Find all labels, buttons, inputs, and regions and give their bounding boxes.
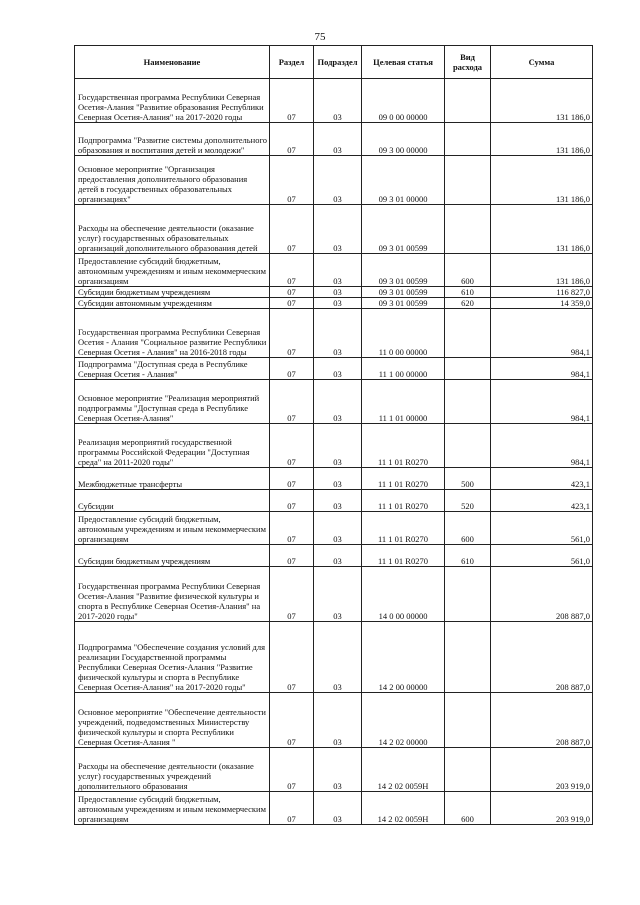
- row-section-cell: 07: [270, 287, 314, 298]
- table-row: [75, 298, 593, 309]
- row-target-cell: 09 0 00 00000: [362, 79, 445, 123]
- row-expense-type-cell: 600: [445, 254, 491, 287]
- table-row: [75, 468, 593, 490]
- row-name-cell: Реализация мероприятий государственной программы Российской Федерации "Доступная среда" на 2011-2020 годы": [75, 424, 270, 468]
- row-subsection-cell: 03: [314, 792, 362, 825]
- row-expense-type-cell: 600: [445, 512, 491, 545]
- row-amount-cell: 131 186,0: [491, 79, 593, 123]
- row-amount-cell: 203 919,0: [491, 792, 593, 825]
- row-target-cell: 11 1 01 R0270: [362, 424, 445, 468]
- row-target-cell: 11 1 01 R0270: [362, 468, 445, 490]
- row-subsection-cell: 03: [314, 156, 362, 205]
- row-section-cell: 07: [270, 545, 314, 567]
- row-section-cell: 07: [270, 693, 314, 748]
- row-amount-cell: 116 827,0: [491, 287, 593, 298]
- row-target-cell: 14 2 02 0059Н: [362, 792, 445, 825]
- row-section-cell: 07: [270, 298, 314, 309]
- header-subsection: Подраздел: [314, 46, 362, 79]
- table-row: [75, 358, 593, 380]
- row-name-cell: Расходы на обеспечение деятельности (оказание услуг) государственных образовательных организаций дополнительного образования детей: [75, 205, 270, 254]
- row-name-cell: Субсидии автономным учреждениям: [75, 298, 270, 309]
- row-section-cell: 07: [270, 79, 314, 123]
- row-section-cell: 07: [270, 205, 314, 254]
- row-expense-type-cell: [445, 309, 491, 358]
- table-header-row: [75, 46, 593, 79]
- row-section-cell: 07: [270, 468, 314, 490]
- row-target-cell: 14 2 02 0059Н: [362, 748, 445, 792]
- row-expense-type-cell: [445, 693, 491, 748]
- header-name: Наименование: [75, 46, 270, 79]
- row-subsection-cell: 03: [314, 512, 362, 545]
- row-amount-cell: 131 186,0: [491, 254, 593, 287]
- row-target-cell: 11 1 01 R0270: [362, 512, 445, 545]
- table-row: [75, 79, 593, 123]
- row-section-cell: 07: [270, 254, 314, 287]
- row-subsection-cell: 03: [314, 545, 362, 567]
- table-row: [75, 567, 593, 622]
- row-amount-cell: 984,1: [491, 380, 593, 424]
- row-subsection-cell: 03: [314, 424, 362, 468]
- row-amount-cell: 131 186,0: [491, 156, 593, 205]
- row-name-cell: Подпрограмма "Обеспечение создания условий для реализации Государственной программы Республики Северная Осетия-Алания "Развитие физической культуры и спорта в Республике Северная Осетия-Алания" на 2017-2020 годы": [75, 622, 270, 693]
- row-target-cell: 11 1 00 00000: [362, 358, 445, 380]
- row-name-cell: Расходы на обеспечение деятельности (оказание услуг) государственных учреждений дополнительного образования: [75, 748, 270, 792]
- row-name-cell: Основное мероприятие "Обеспечение деятельности учреждений, подведомственных Министерству физической культуры и спорта Республики Северная Осетия-Алания ": [75, 693, 270, 748]
- table-row: [75, 380, 593, 424]
- row-subsection-cell: 03: [314, 380, 362, 424]
- row-expense-type-cell: [445, 567, 491, 622]
- table-row: [75, 792, 593, 825]
- row-subsection-cell: 03: [314, 298, 362, 309]
- row-subsection-cell: 03: [314, 468, 362, 490]
- row-name-cell: Государственная программа Республики Северная Осетия - Алания "Социальное развитие Республики Северная Осетия - Алания" на 2016-2018 годы: [75, 309, 270, 358]
- row-target-cell: 11 1 01 R0270: [362, 490, 445, 512]
- row-expense-type-cell: [445, 424, 491, 468]
- row-expense-type-cell: 520: [445, 490, 491, 512]
- row-target-cell: 11 0 00 00000: [362, 309, 445, 358]
- row-subsection-cell: 03: [314, 79, 362, 123]
- row-expense-type-cell: [445, 358, 491, 380]
- row-name-cell: Межбюджетные трансферты: [75, 468, 270, 490]
- row-name-cell: Предоставление субсидий бюджетным, автономным учреждениям и иным некоммерческим организациям: [75, 512, 270, 545]
- row-subsection-cell: 03: [314, 358, 362, 380]
- row-name-cell: Предоставление субсидий бюджетным, автономным учреждениям и иным некоммерческим организациям: [75, 792, 270, 825]
- header-target: Целевая статья: [362, 46, 445, 79]
- table-row: [75, 693, 593, 748]
- header-section: Раздел: [270, 46, 314, 79]
- row-name-cell: Государственная программа Республики Северная Осетия-Алания "Развитие физической культуры и спорта в Республике Северная Осетия-Алания" на 2017-2020 годы": [75, 567, 270, 622]
- row-target-cell: 14 0 00 00000: [362, 567, 445, 622]
- row-section-cell: 07: [270, 309, 314, 358]
- row-name-cell: Субсидии бюджетным учреждениям: [75, 545, 270, 567]
- table-row: [75, 309, 593, 358]
- row-amount-cell: 423,1: [491, 468, 593, 490]
- row-expense-type-cell: 610: [445, 545, 491, 567]
- table-row: [75, 254, 593, 287]
- row-target-cell: 14 2 02 00000: [362, 693, 445, 748]
- row-subsection-cell: 03: [314, 490, 362, 512]
- row-expense-type-cell: 500: [445, 468, 491, 490]
- table-row: [75, 512, 593, 545]
- budget-table: [74, 45, 593, 825]
- row-section-cell: 07: [270, 358, 314, 380]
- table-row: [75, 622, 593, 693]
- row-amount-cell: 423,1: [491, 490, 593, 512]
- row-expense-type-cell: 600: [445, 792, 491, 825]
- row-expense-type-cell: 610: [445, 287, 491, 298]
- row-subsection-cell: 03: [314, 567, 362, 622]
- row-subsection-cell: 03: [314, 748, 362, 792]
- row-section-cell: 07: [270, 748, 314, 792]
- row-target-cell: 11 1 01 R0270: [362, 545, 445, 567]
- row-subsection-cell: 03: [314, 254, 362, 287]
- row-name-cell: Основное мероприятие "Реализация мероприятий подпрограммы "Доступная среда в Республике Северная Осетия-Алания": [75, 380, 270, 424]
- row-name-cell: Субсидии: [75, 490, 270, 512]
- row-target-cell: 09 3 00 00000: [362, 123, 445, 156]
- row-amount-cell: 984,1: [491, 358, 593, 380]
- row-amount-cell: 203 919,0: [491, 748, 593, 792]
- row-subsection-cell: 03: [314, 287, 362, 298]
- row-subsection-cell: 03: [314, 123, 362, 156]
- row-target-cell: 11 1 01 00000: [362, 380, 445, 424]
- row-expense-type-cell: [445, 622, 491, 693]
- row-expense-type-cell: [445, 123, 491, 156]
- row-subsection-cell: 03: [314, 693, 362, 748]
- page-number: 75: [314, 31, 326, 43]
- row-amount-cell: 984,1: [491, 424, 593, 468]
- table-row: [75, 424, 593, 468]
- table-row: [75, 156, 593, 205]
- row-expense-type-cell: [445, 205, 491, 254]
- row-expense-type-cell: 620: [445, 298, 491, 309]
- row-expense-type-cell: [445, 79, 491, 123]
- row-amount-cell: 14 359,0: [491, 298, 593, 309]
- row-target-cell: 09 3 01 00599: [362, 254, 445, 287]
- row-section-cell: 07: [270, 622, 314, 693]
- row-section-cell: 07: [270, 490, 314, 512]
- table-row: [75, 123, 593, 156]
- row-section-cell: 07: [270, 512, 314, 545]
- header-amount: Сумма: [491, 46, 593, 79]
- row-amount-cell: 131 186,0: [491, 123, 593, 156]
- table-body: [75, 79, 593, 825]
- row-expense-type-cell: [445, 156, 491, 205]
- row-amount-cell: 131 186,0: [491, 205, 593, 254]
- row-section-cell: 07: [270, 792, 314, 825]
- row-amount-cell: 561,0: [491, 512, 593, 545]
- row-target-cell: 09 3 01 00000: [362, 156, 445, 205]
- row-amount-cell: 208 887,0: [491, 622, 593, 693]
- row-section-cell: 07: [270, 156, 314, 205]
- row-subsection-cell: 03: [314, 622, 362, 693]
- row-target-cell: 09 3 01 00599: [362, 205, 445, 254]
- row-amount-cell: 561,0: [491, 545, 593, 567]
- row-expense-type-cell: [445, 748, 491, 792]
- row-name-cell: Предоставление субсидий бюджетным, автономным учреждениям и иным некоммерческим организациям: [75, 254, 270, 287]
- row-section-cell: 07: [270, 567, 314, 622]
- header-expense-type: Вид расхода: [445, 46, 491, 79]
- table-row: [75, 490, 593, 512]
- row-section-cell: 07: [270, 424, 314, 468]
- table-row: [75, 205, 593, 254]
- row-amount-cell: 984,1: [491, 309, 593, 358]
- table-row: [75, 748, 593, 792]
- row-subsection-cell: 03: [314, 205, 362, 254]
- row-target-cell: 09 3 01 00599: [362, 287, 445, 298]
- row-expense-type-cell: [445, 380, 491, 424]
- row-section-cell: 07: [270, 380, 314, 424]
- row-name-cell: Подпрограмма "Развитие системы дополнительного образования и воспитания детей и молодежи": [75, 123, 270, 156]
- row-amount-cell: 208 887,0: [491, 567, 593, 622]
- table-row: [75, 545, 593, 567]
- row-subsection-cell: 03: [314, 309, 362, 358]
- table-row: [75, 287, 593, 298]
- row-target-cell: 14 2 00 00000: [362, 622, 445, 693]
- row-name-cell: Субсидии бюджетным учреждениям: [75, 287, 270, 298]
- row-name-cell: Основное мероприятие "Организация предоставления дополнительного образования детей в государственных образовательных организациях": [75, 156, 270, 205]
- row-name-cell: Подпрограмма "Доступная среда в Республике Северная Осетия - Алания": [75, 358, 270, 380]
- row-amount-cell: 208 887,0: [491, 693, 593, 748]
- row-name-cell: Государственная программа Республики Северная Осетия-Алания "Развитие образования Республики Северная Осетия-Алания" на 2017-2020 годы: [75, 79, 270, 123]
- row-target-cell: 09 3 01 00599: [362, 298, 445, 309]
- row-section-cell: 07: [270, 123, 314, 156]
